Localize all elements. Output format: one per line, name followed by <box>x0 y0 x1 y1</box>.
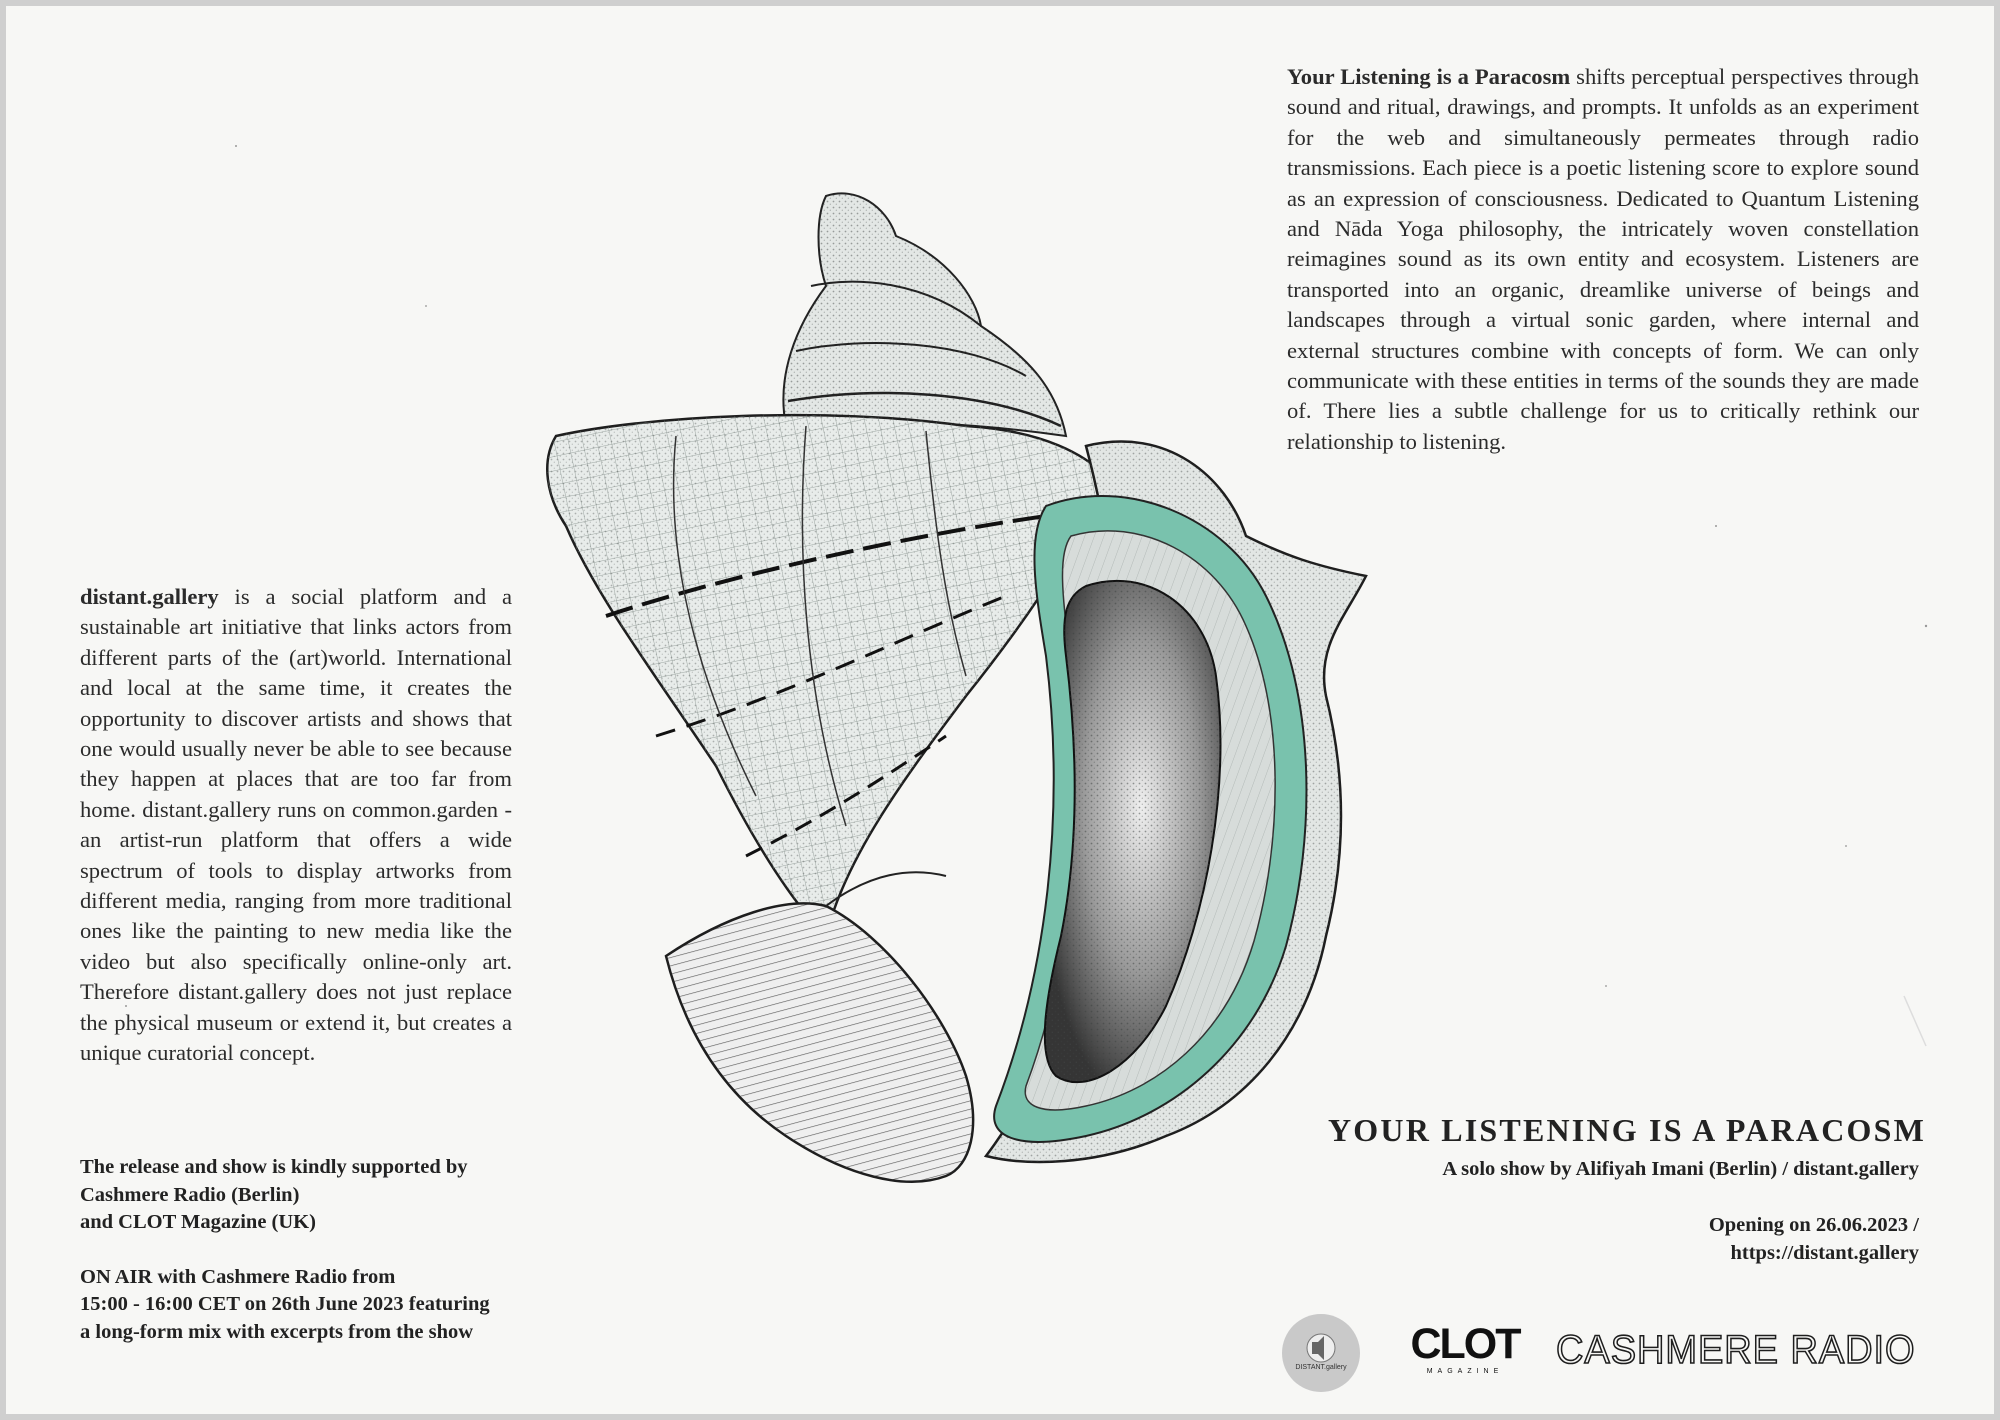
show-description <box>1287 62 1919 457</box>
show-description-text: shifts perceptual perspectives through sound and ritual, drawings, and prompts. It unfolds as an experiment for the web and simultaneously permeates through radio transmissions. Each piece is a poetic listening score to explore sound as an expression of consciousness. Dedicated to Quantum Listening and Nāda Yoga philosophy, the intricately woven constellation reimagines sound as its own entity and ecosystem. Listeners are transported into an organic, dreamlike universe of beings and landscapes through a virtual sonic garden, where internal and external structures combine with concepts of form. We can only communicate with these entities in terms of the sounds they are made of. There lies a subtle challenge for us to critically rethink our relationship to listening. <box>1287 64 1920 454</box>
support-line: The release and show is kindly supported by <box>80 1156 468 1178</box>
show-description-lead: Your Listening is a Paracosm <box>1287 64 1571 89</box>
clot-logo-sub: MAGAZINE <box>1426 1368 1504 1375</box>
support-line: and CLOT Magazine (UK) <box>80 1211 316 1233</box>
support-note <box>80 1154 540 1346</box>
conch-shell-illustration <box>526 176 1406 1266</box>
gallery-description-lead: distant.gallery <box>80 584 219 609</box>
speaker-icon <box>1282 1314 1360 1392</box>
gallery-url[interactable]: https://distant.gallery <box>1730 1242 1919 1264</box>
on-air-line: ON AIR with Cashmere Radio from <box>80 1265 396 1288</box>
distant-gallery-logo[interactable] <box>1282 1314 1360 1392</box>
opening-date: Opening on 26.06.2023 / <box>1708 1214 1919 1236</box>
show-title: YOUR LISTENING IS A PARACOSM <box>1328 1112 1926 1148</box>
clot-logo-text: CLOT <box>1410 1320 1520 1368</box>
distant-logo-label: DISTANT.gallery <box>1295 1364 1347 1371</box>
opening-info <box>1506 1211 1919 1267</box>
show-subtitle: A solo show by Alifiyah Imani (Berlin) / distant.gallery <box>1442 1158 1919 1180</box>
gallery-description <box>80 582 512 1069</box>
gallery-description-text: is a social platform and a sustainable art initiative that links actors from different parts of the (art)world. International and local at the same time, it creates the opportunity to discover artists and shows that one would usually never be able to see because they happen at places that are too far from home. distant.gallery runs on common.garden - an artist-run platform that offers a wide spectrum of tools to display artworks from different media, ranging from more traditional ones like the painting to new media like the video but also specifically online-only art. Therefore distant.gallery does not just replace the physical museum or extend it, but creates a unique curatorial concept. <box>80 584 512 1066</box>
support-line: Cashmere Radio (Berlin) <box>80 1183 300 1206</box>
on-air-line: 15:00 - 16:00 CET on 26th June 2023 featuring <box>80 1293 490 1315</box>
cashmere-radio-logo[interactable]: CASHMERE RADIO <box>1556 1328 1916 1372</box>
on-air-line: a long-form mix with excerpts from the show <box>80 1320 474 1343</box>
poster <box>6 6 1994 1414</box>
clot-magazine-logo[interactable] <box>1410 1322 1520 1375</box>
